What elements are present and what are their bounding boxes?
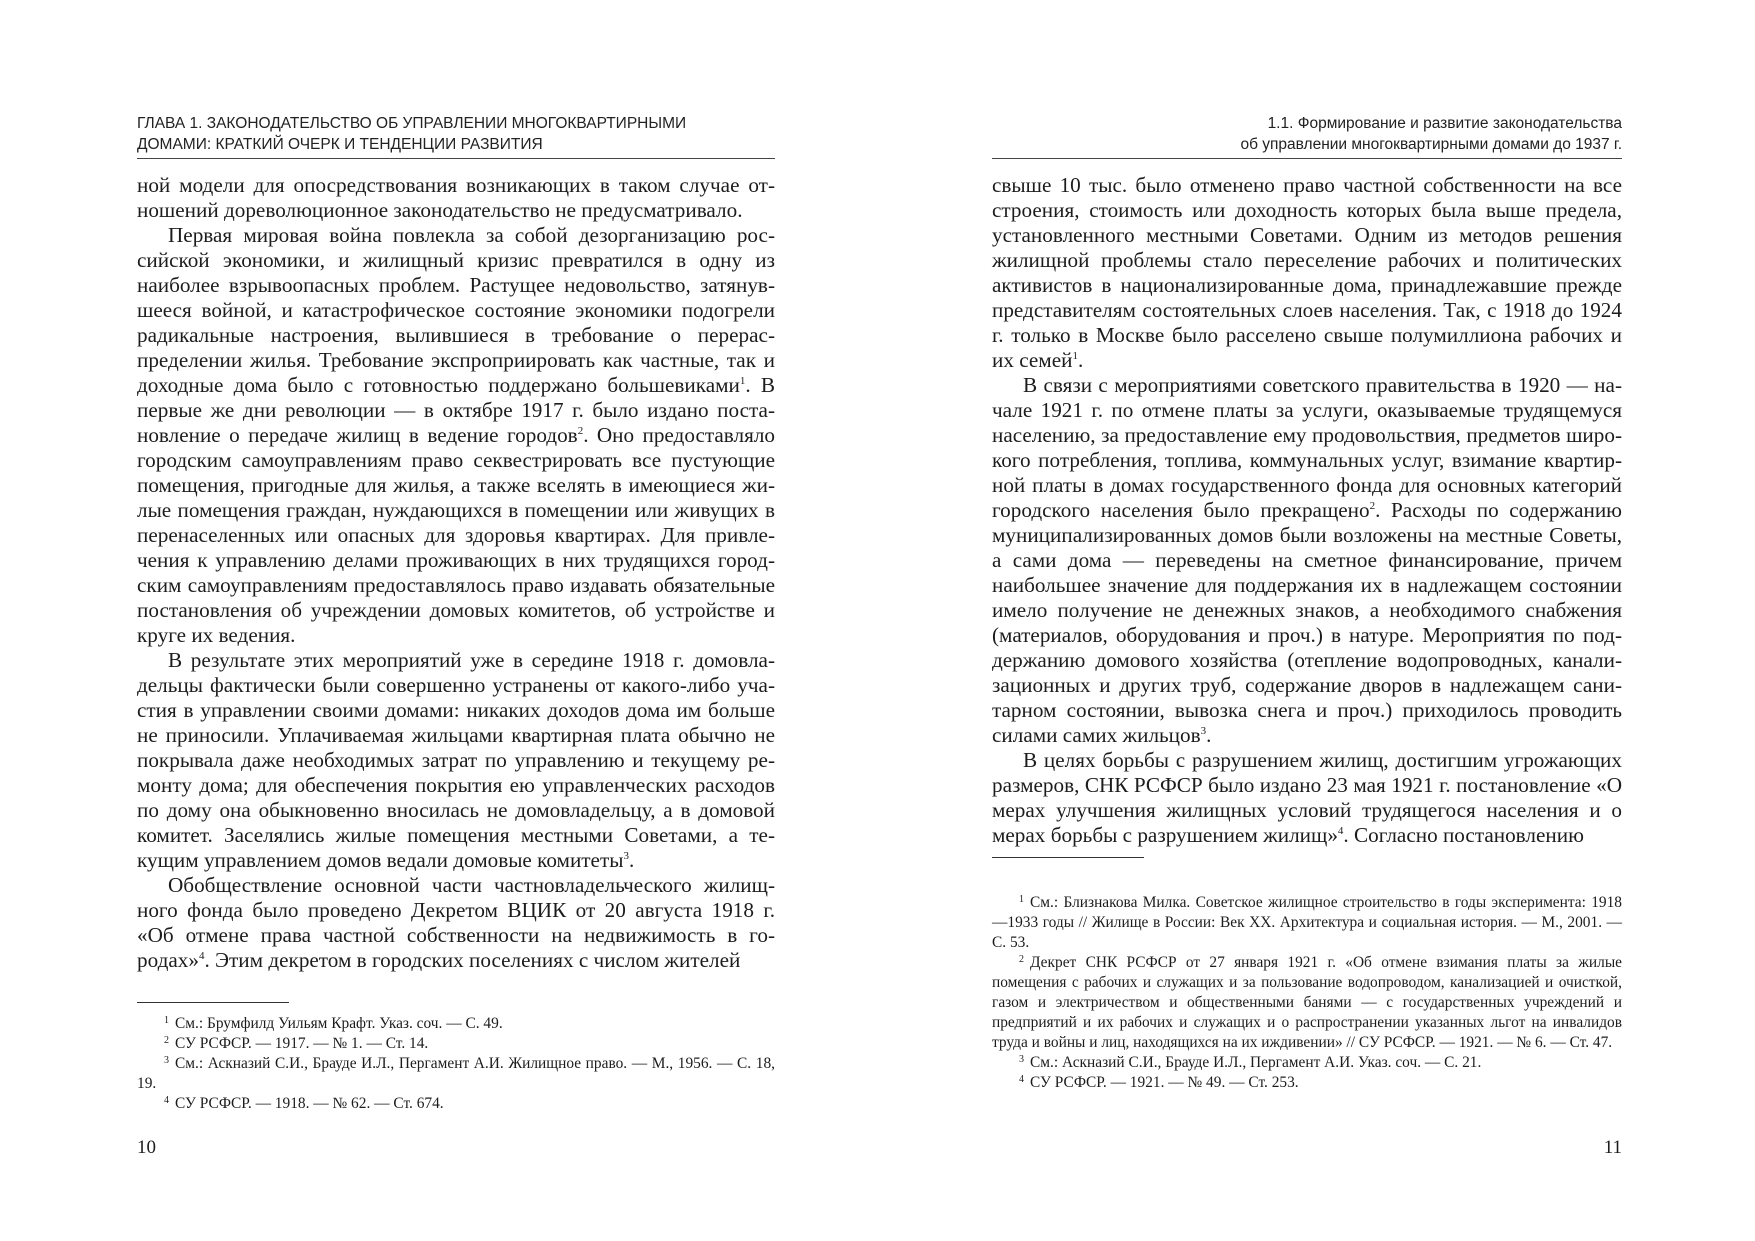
footnotes-left [137,1014,775,1114]
body-text-left [137,173,775,973]
footnote-ref: 2 [1369,500,1376,512]
footnote-ref: 1 [1072,350,1078,362]
paragraph: В целях борьбы с разрушением жилищ, достигшим угрожающих размеров, СНК РСФСР было издано 23 мая 1921 г. постановление «О мерах улучшения жилищных условий трудящегося населения и о мерах борьбы с разрушением жилищ»$^4$. Согласно постановлению [992,748,1622,847]
paragraph: Обобществление основной части частновладельческого жилищного фонда было проведено Декретом ВЦИК от 20 августа 1918 г. «Об отмене права частной собственности на недвижимость в городах»$^4$. Этим декретом в городских поселениях с числом жителей [137,873,775,972]
header-line: ГЛАВА 1. ЗАКОНОДАТЕЛЬСТВО ОБ УПРАВЛЕНИИ МНОГОКВАРТИРНЫМИ [137,115,687,132]
footnote: $^2$ Декрет СНК РСФСР от 27 января 1921 г. «Об отмене взимания платы за жилые помещения с рабочих и служащих и за пользование водопроводом, канализацией и очисткой, газом и электричеством и общественными банями — с государственных учреждений и предприятий и их рабочих и служащих и о распространении указанных льгот на инвалидов труда и войны и лиц, находящихся на их иждивении» // СУ РСФСР. — 1921. — № 6. — Ст. 47. [992,954,1622,1051]
footnote-separator [992,857,1144,858]
running-header-left [137,113,775,159]
page-number: 11 [1603,1137,1622,1158]
footnotes-right [992,893,1622,1093]
running-header-right [992,113,1622,159]
paragraph: В связи с мероприятиями советского правительства в 1920 — начале 1921 г. по отмене платы за услуги, оказываемые трудящемуся населению, за предоставление ему продовольствия, предметов широкого потребления, топлива, коммунальных услуг, взимание квартирной платы в домах государственного фонда для основных категорий городского населения было прекращено$^2$. Расходы по содержанию муниципализированных домов были возложены на местные Советы, а сами дома — переведены на сметное финансирование, причем наибольшее значение для поддержания их в надлежащем состоянии имело получение не денежных знаков, а необходимого снабжения (материалов, оборудования и проч.) в натуре. Мероприятия по поддержанию домового хозяйства (отепление водопроводных, канализационных и других труб, содержание дворов в надлежащем санитарном состоянии, вывозка снега и проч.) приходилось проводить силами самих жильцов$^3$. [992,373,1622,747]
footnote: $^1$ См.: Брумфилд Уильям Крафт. Указ. соч. — С. 49. [164,1015,503,1032]
footnote-ref: 2 [577,425,584,437]
footnote-separator [137,1002,289,1003]
header-line: об управлении многоквартирными домами до 1937 г. [1240,136,1622,153]
paragraph: Первая мировая война повлекла за собой дезорганизацию российской экономики, и жилищный кризис превратился в одну из наиболее взрывоопасных проблем. Растущее недовольство, затянувшееся войной, и катастрофическое состояние экономики подогрели радикальные настроения, вылившиеся в требование о перераспределении жилья. Требование экспроприировать как частные, так и доходные дома было с готовностью поддержано большевиками$^1$. В первые же дни революции — в октябре 1917 г. было издано постановление о передаче жилищ в ведение городов$^2$. Оно предоставляло городским самоуправлениям право секвестрировать все пустующие помещения, пригодные для жилья, а также вселять в имеющиеся жилые помещения граждан, нуждающихся в помещении или живущих в перенаселенных или опасных для здоровья квартирах. Для привлечения к управлению делами проживающих в них трудящихся городским самоуправлениям предоставлялось право издавать обязательные постановления об учреждении домовых комитетов, об устройстве и круге их ведения. [137,223,775,647]
paragraph: В результате этих мероприятий уже в середине 1918 г. домовладельцы фактически были совершенно устранены от какого-либо участия в управлении своими домами: никаких доходов дома им больше не приносили. Уплачиваемая жильцами квартирная плата обычно не покрывала даже необходимых затрат по управлению и текущему ремонту дома; для обеспечения покрытия ею управленческих расходов по дому она обыкновенно вносилась не домовладельцу, а в домовой комитет. Заселялись жилые помещения местными Советами, а текущим управлением домов ведали домовые комитеты$^3$. [137,648,775,872]
header-line: 1.1. Формирование и развитие законодательства [1267,115,1622,132]
footnote-ref: 4 [1337,825,1344,837]
header-line: ДОМАМИ: КРАТКИЙ ОЧЕРК И ТЕНДЕНЦИИ РАЗВИТИЯ [137,136,543,153]
footnote: $^4$ СУ РСФСР. — 1918. — № 62. — Ст. 674. [164,1095,444,1112]
footnote-ref: 1 [739,375,746,387]
footnote-ref: 3 [1200,725,1207,737]
footnote: $^3$ См.: Аскназий С.И., Брауде И.Л., Пергамент А.И. Указ. соч. — С. 21. [1019,1054,1482,1071]
footnote-ref: 3 [623,850,629,862]
body-text-right [992,173,1622,848]
footnote: $^1$ См.: Близнакова Милка. Советское жилищное строительство в годы эксперимента: 1918—1933 годы // Жилище в России: Век XX. Архитектура и социальная история. — М., 2001. — С. 53. [992,894,1622,951]
footnote: $^4$ СУ РСФСР. — 1921. — № 49. — Ст. 253. [1019,1074,1299,1091]
footnote-ref: 4 [198,950,205,962]
footnote: $^3$ См.: Аскназий С.И., Брауде И.Л., Пергамент А.И. Жилищное право. — М., 1956. — С. 18, 19. [137,1055,775,1092]
paragraph: ной модели для опосредствования возникающих в таком случае отношений дореволюционное законодательство не предусматривало. [137,173,775,222]
footnote: $^2$ СУ РСФСР. — 1917. — № 1. — Ст. 14. [164,1035,429,1052]
page-number: 10 [137,1137,156,1158]
paragraph: свыше 10 тыс. было отменено право частной собственности на все строения, стоимость или доходность которых была выше предела, установленного местными Советами. Одним из методов решения жилищной проблемы стало переселение рабочих и политических активистов в национализированные дома, принадлежавшие прежде представителям состоятельных слоев населения. Так, с 1918 до 1924 г. только в Москве было расселено свыше полумиллиона рабочих и их семей$^1$. [992,173,1622,372]
